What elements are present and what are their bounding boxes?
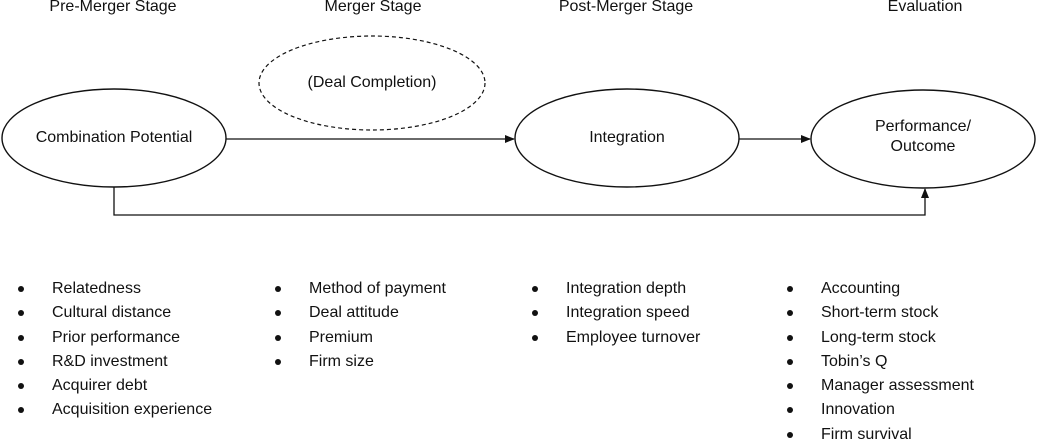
list-item-text: Integration depth bbox=[566, 280, 687, 297]
bullet-icon bbox=[787, 286, 793, 292]
node-label-performance-line2: Outcome bbox=[890, 138, 956, 155]
merger-factor-list bbox=[309, 277, 446, 374]
bullet-icon bbox=[787, 335, 793, 341]
list-item bbox=[821, 350, 974, 374]
list-item bbox=[566, 326, 700, 350]
bullet-icon bbox=[18, 286, 24, 292]
list-item bbox=[52, 277, 212, 301]
bullet-icon bbox=[787, 432, 793, 438]
list-item bbox=[52, 301, 212, 325]
list-item-text: Accounting bbox=[821, 280, 901, 297]
list-item bbox=[821, 398, 974, 422]
evaluation-factor-list bbox=[821, 277, 974, 447]
list-item bbox=[309, 350, 446, 374]
list-item-text: Acquirer debt bbox=[52, 377, 148, 395]
list-item-text: Prior performance bbox=[52, 328, 181, 346]
list-item-text: Tobin’s Q bbox=[821, 352, 888, 370]
node-label-performance-line1: Performance/ bbox=[874, 118, 972, 135]
list-item bbox=[821, 277, 974, 301]
list-item-text: Innovation bbox=[821, 401, 895, 419]
stage-header-merger: Merger Stage bbox=[324, 0, 422, 15]
node-label-performance-outcome bbox=[875, 117, 971, 157]
list-item-text: Employee turnover bbox=[566, 328, 701, 346]
node-label-integration: Integration bbox=[589, 129, 665, 146]
list-item-text: Firm survival bbox=[821, 425, 912, 443]
list-item-text: Acquisition experience bbox=[52, 401, 213, 419]
list-item-text: Integration speed bbox=[566, 304, 690, 322]
list-item bbox=[566, 277, 700, 301]
bullet-icon bbox=[275, 359, 281, 365]
arrow-combination-to-performance bbox=[114, 187, 925, 215]
bullet-icon bbox=[275, 286, 281, 292]
bullet-icon bbox=[18, 335, 24, 341]
pre-merger-factor-list bbox=[52, 277, 212, 423]
list-item-text: Premium bbox=[309, 328, 374, 346]
post-merger-factor-list bbox=[566, 277, 700, 350]
list-item bbox=[309, 277, 446, 301]
stage-header-evaluation: Evaluation bbox=[887, 0, 963, 15]
list-item bbox=[821, 374, 974, 398]
list-item-text: Long-term stock bbox=[821, 328, 936, 346]
bullet-icon bbox=[532, 286, 538, 292]
list-item-text: Short-term stock bbox=[821, 304, 939, 322]
list-item-text: Manager assessment bbox=[821, 377, 974, 395]
stage-header-pre-merger: Pre-Merger Stage bbox=[49, 0, 177, 15]
list-item bbox=[52, 350, 212, 374]
list-item bbox=[52, 398, 212, 422]
list-item-text: Relatedness bbox=[52, 280, 141, 297]
list-item bbox=[821, 326, 974, 350]
list-item bbox=[309, 326, 446, 350]
list-item-text: Firm size bbox=[309, 352, 374, 370]
bullet-icon bbox=[275, 335, 281, 341]
node-label-deal-completion: (Deal Completion) bbox=[307, 74, 437, 91]
list-item-text: Cultural distance bbox=[52, 304, 172, 322]
list-item bbox=[52, 326, 212, 350]
list-item bbox=[821, 423, 974, 447]
bullet-icon bbox=[787, 359, 793, 365]
stage-header-post-merger: Post-Merger Stage bbox=[558, 0, 694, 15]
list-item-text: R&D investment bbox=[52, 352, 168, 370]
list-item bbox=[566, 301, 700, 325]
list-item-text: Deal attitude bbox=[309, 304, 399, 322]
bullet-icon bbox=[532, 335, 538, 341]
list-item bbox=[309, 301, 446, 325]
node-label-combination-potential: Combination Potential bbox=[35, 129, 193, 146]
list-item-text: Method of payment bbox=[309, 280, 446, 297]
bullet-icon bbox=[18, 359, 24, 365]
list-item bbox=[821, 301, 974, 325]
list-item bbox=[52, 374, 212, 398]
